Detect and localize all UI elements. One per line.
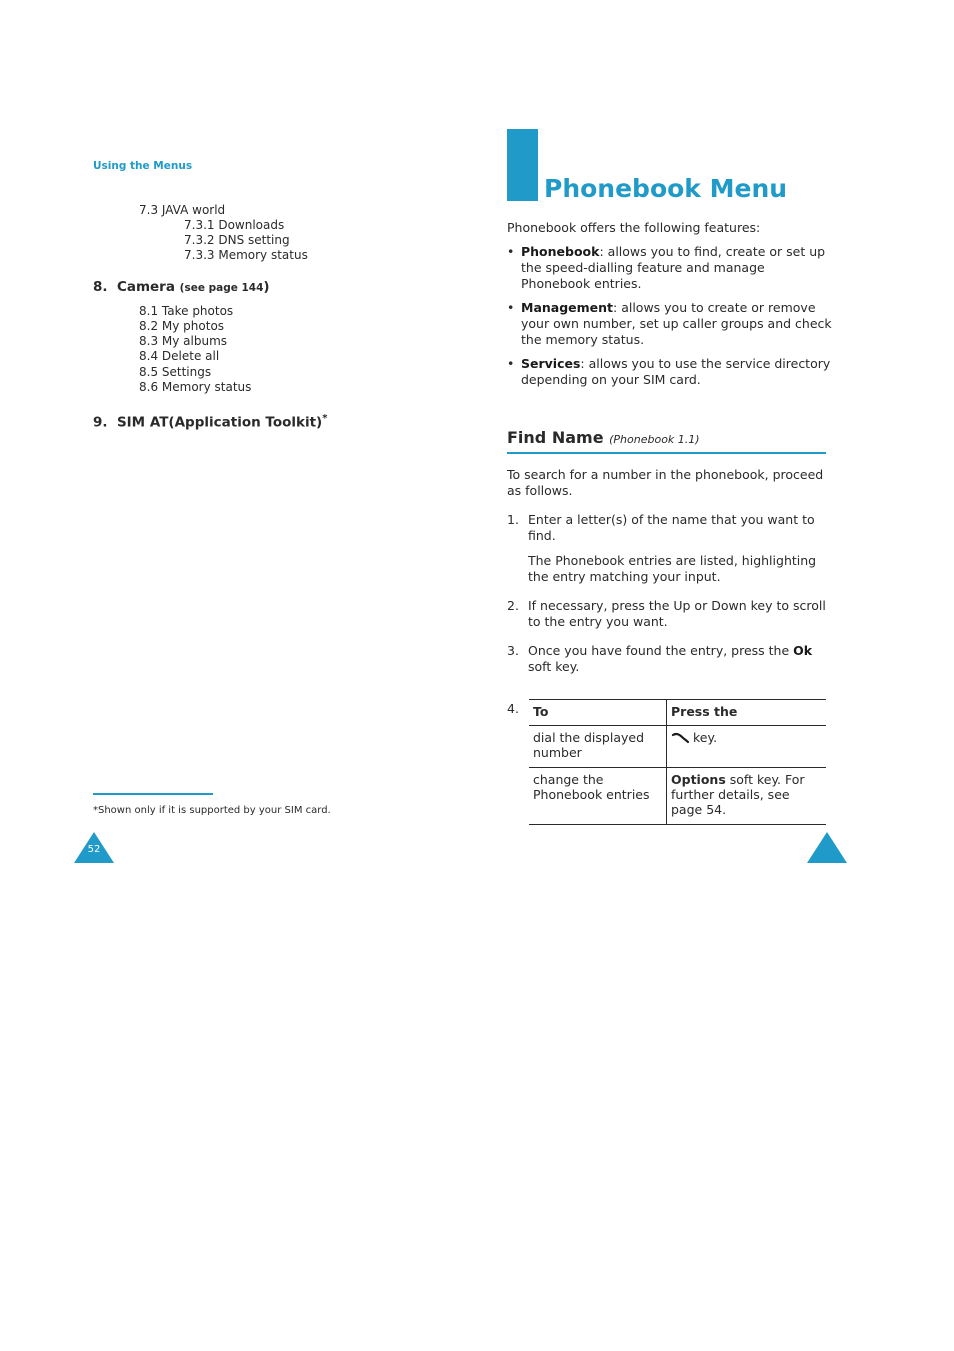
table-cell-press (667, 726, 827, 768)
ok-key-label: Ok (793, 643, 813, 658)
toc-item-7-3-3: 7.3.3 Memory status (184, 248, 308, 262)
table-cell-press (667, 768, 827, 825)
bullet-text: depending on your SIM card. (521, 372, 701, 387)
find-name-title: Find Name (507, 428, 604, 447)
bullet-dot: • (507, 356, 515, 371)
bullet-management (521, 300, 841, 348)
toc-item-8-3: 8.3 My albums (139, 334, 228, 348)
step-text: Once you have found the entry, press the (528, 643, 794, 658)
step-text: Enter a letter(s) of the name that you want to (528, 512, 815, 527)
bullet-term: Phonebook (521, 244, 600, 259)
bullet-text: your own number, set up caller groups and check (521, 316, 832, 331)
footnote (93, 805, 331, 816)
find-name-rule (507, 452, 826, 454)
footnote-mark: * (93, 805, 98, 816)
step-number: 4. (507, 701, 519, 716)
toc-item-8-4: 8.4 Delete all (139, 349, 220, 363)
camera-number: 8. (93, 279, 108, 295)
footnote-rule (93, 793, 213, 795)
sim-number: 9. (93, 414, 108, 431)
toc-heading-camera (93, 279, 270, 295)
bullet-dot: • (507, 300, 515, 315)
table-cell-to (529, 726, 667, 768)
phone-send-icon (671, 732, 689, 744)
step-text: to the entry you want. (528, 614, 668, 629)
cell-line: Phonebook entries (533, 787, 650, 802)
key-text: key. (692, 730, 718, 745)
table-header-row (529, 700, 826, 726)
footnote-text: Shown only if it is supported by your SIM card. (98, 805, 331, 816)
step-number: 1. (507, 512, 519, 527)
title-accent-bar (507, 129, 538, 201)
bullet-dot: • (507, 244, 515, 259)
options-key-label: Options (671, 772, 726, 787)
toc-item-8-1: 8.1 Take photos (139, 304, 234, 318)
camera-page-ref: (see page 144 (179, 282, 264, 294)
bullet-text: : allows you to create or remove (613, 300, 816, 315)
bullet-text: the memory status. (521, 332, 645, 347)
toc-item-7-3-1: 7.3.1 Downloads (184, 218, 285, 232)
intro-text: Phonebook offers the following features: (507, 220, 761, 235)
page-triangle-right (807, 832, 847, 863)
step-1 (528, 512, 838, 585)
bullet-text: Phonebook entries. (521, 276, 642, 291)
step-number: 3. (507, 643, 519, 658)
bullet-services (521, 356, 841, 388)
key-table (529, 699, 826, 825)
cell-line: further details, see (671, 787, 790, 802)
bullet-term: Management (521, 300, 614, 315)
cell-line: change the (533, 772, 604, 787)
find-name-intro (507, 467, 837, 499)
intro-line: as follows. (507, 483, 573, 498)
toc-item-8-2: 8.2 My photos (139, 319, 225, 333)
toc-item-7-3-2: 7.3.2 DNS setting (184, 233, 290, 247)
intro-line: To search for a number in the phonebook, proceed (507, 467, 824, 482)
camera-ref-close: ) (263, 279, 270, 295)
bullet-term: Services (521, 356, 581, 371)
step-3 (528, 643, 838, 675)
camera-label: Camera (116, 279, 175, 295)
step-number: 2. (507, 598, 519, 613)
cell-line: soft key. For (725, 772, 805, 787)
table-cell-to (529, 768, 667, 825)
step-note: The Phonebook entries are listed, highlighting (528, 553, 817, 568)
page-title: Phonebook Menu (544, 174, 788, 203)
find-name-heading (507, 428, 700, 447)
cell-line: page 54. (671, 802, 727, 817)
toc-item-8-6: 8.6 Memory status (139, 380, 252, 394)
bullet-text: : allows you to use the service directory (580, 356, 831, 371)
bullet-text: : allows you to find, create or set up (599, 244, 826, 259)
step-2 (528, 598, 838, 630)
table-row (529, 768, 826, 825)
page-number: 52 (87, 844, 101, 855)
toc-item-8-5: 8.5 Settings (139, 365, 212, 379)
cell-line: dial the displayed (533, 730, 645, 745)
table-header-press: Press the (667, 700, 827, 726)
section-label: Using the Menus (93, 160, 193, 172)
bullet-text: the speed-dialling feature and manage (521, 260, 765, 275)
sim-label: SIM AT(Application Toolkit) (116, 414, 323, 431)
step-text: find. (528, 528, 556, 543)
sim-footnote-mark: * (322, 413, 328, 424)
step-note: the entry matching your input. (528, 569, 721, 584)
toc-item-7-3: 7.3 JAVA world (139, 203, 226, 217)
find-name-ref: (Phonebook 1.1) (609, 433, 700, 446)
bullet-phonebook (521, 244, 831, 292)
table-header-to: To (529, 700, 667, 726)
table-row (529, 726, 826, 768)
cell-line: number (533, 745, 582, 760)
toc-heading-sim (93, 413, 327, 431)
step-text: soft key. (528, 659, 580, 674)
step-text: If necessary, press the Up or Down key to scroll (528, 598, 826, 613)
